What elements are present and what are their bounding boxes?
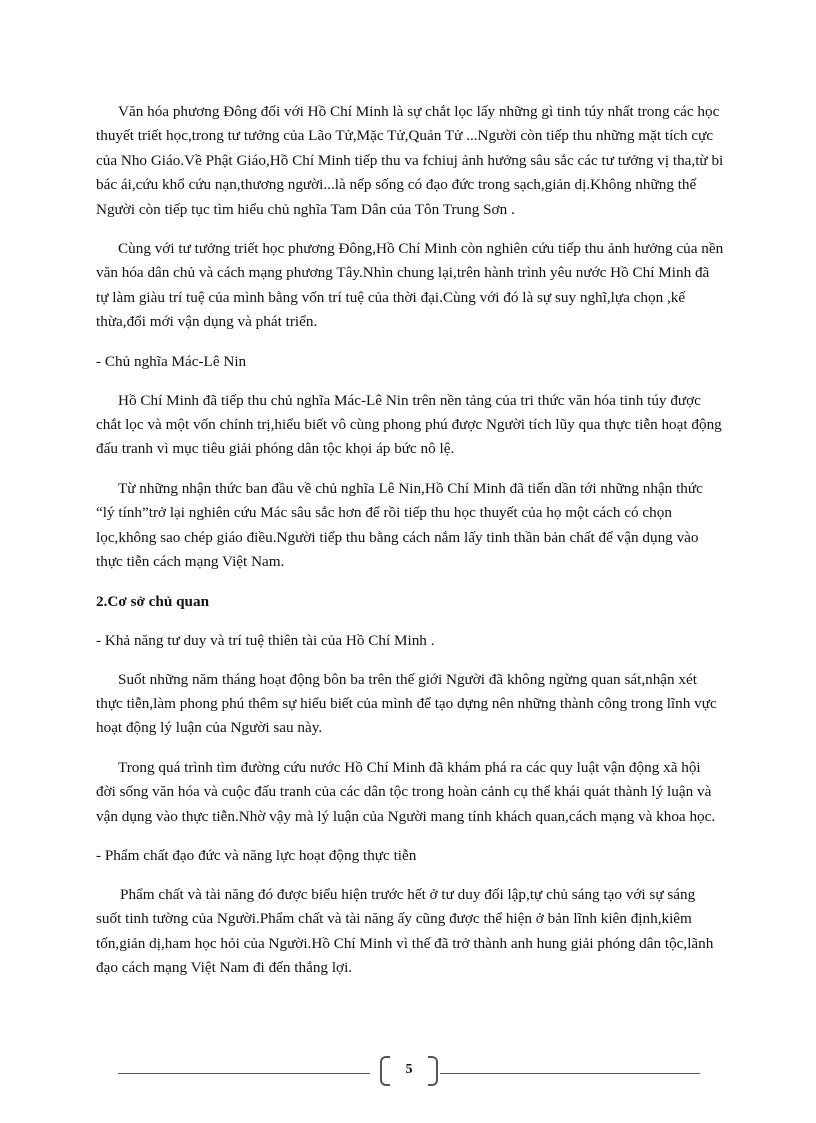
footer-bracket-right	[428, 1056, 438, 1086]
paragraph-marxism-foundation: Hồ Chí Minh đã tiếp thu chủ nghĩa Mác-Lê Nin trên nền tảng của tri thức văn hóa tinh túy được chắt lọc và một vốn chính trị,hiểu biết vô cùng phong phú được Người tích lũy qua thực tiễn hoạt động đấu tranh vì mục tiêu giải phóng dân tộc khọi áp bức nô lệ.	[96, 391, 722, 458]
footer-bracket-left	[380, 1056, 390, 1086]
footer-rule-left	[118, 1073, 370, 1074]
paragraph-social-laws: Trong quá trình tìm đường cứu nước Hồ Chí Minh đã khám phá ra các quy luật vận động xã hội đời sống văn hóa và cuộc đấu tranh của các dân tộc trong hoàn cảnh cụ thể khái quát thành lý luận và vận dụng vào thực tiễn.Nhờ vậy mà lý luận của Người mang tính khách quan,cách mạng và khoa học.	[96, 758, 716, 825]
footer-rule-right	[440, 1073, 700, 1074]
bullet-thinking-ability: - Khả năng tư duy và trí tuệ thiên tài của Hồ Chí Minh .	[96, 631, 435, 649]
section-heading-subjective-basis: 2.Cơ sở chủ quan	[96, 592, 210, 610]
page-number: 5	[405, 1062, 413, 1077]
paragraph-marxism-study: Từ những nhận thức ban đầu về chủ nghĩa Lê Nin,Hồ Chí Minh đã tiến dần tới những nhận thức “lý tính”trở lại nghiên cứu Mác sâu sắc hơn để rồi tiếp thu học thuyết của họ một cách có chọn lọc,không sao chép giáo điều.Người tiếp thu bằng cách nắm lấy tinh thần bản chất để vận dụng vào thực tiễn cách mạng Việt Nam.	[96, 479, 703, 571]
bullet-marxism-leninism: - Chủ nghĩa Mác-Lê Nin	[96, 352, 247, 370]
paragraph-western-culture: Cùng với tư tưởng triết học phương Đông,Hồ Chí Minh còn nghiên cứu tiếp thu ảnh hưởng của nền văn hóa dân chủ và cách mạng phương Tây.Nhìn chung lại,trên hành trình yêu nước Hồ Chí Minh đã tự làm giàu trí tuệ của mình bằng vốn trí tuệ của thời đại.Cùng với đó là sự suy nghĩ,lựa chọn ,kế thừa,đổi mới vận dụng và phát triển.	[96, 240, 724, 331]
document-body	[96, 100, 724, 996]
page-footer	[118, 1056, 700, 1090]
paragraph-observation: Suốt những năm tháng hoạt động bôn ba trên thế giới Người đã không ngừng quan sát,nhận xét thực tiễn,làm phong phú thêm sự hiểu biết của mình để tạo dựng nên những thành công trong lĩnh vực hoạt động lý luận của Người sau này.	[96, 670, 717, 737]
bullet-moral-qualities: - Phẩm chất đạo đức và năng lực hoạt động thực tiễn	[96, 846, 417, 864]
paragraph-talent: Phẩm chất và tài năng đó được biểu hiện trước hết ở tư duy đối lập,tự chủ sáng tạo với sự sáng suốt tinh tường của Người.Phẩm chất và tài năng ấy cũng được thể hiện ở bản lĩnh kiên định,kiêm tốn,giản dị,ham học hỏi của Người.Hồ Chí Minh vì thế đã trở thành anh hung giải phóng dân tộc,lãnh đạo cách mạng Việt Nam đi đến thắng lợi.	[96, 885, 714, 977]
paragraph-eastern-culture: Văn hóa phương Đông đối với Hồ Chí Minh là sự chắt lọc lấy những gì tinh túy nhất trong các học thuyết triết học,trong tư tưởng của Lão Tử,Mặc Tử,Quản Tử ...Người còn tiếp thu những mặt tích cực của Nho Giáo.Về Phật Giáo,Hồ Chí Minh tiếp thu va fchiuj ảnh hưởng sâu sắc các tư tưởng vị tha,từ bi bác ái,cứu khổ cứu nạn,thương người...là nếp sống có đạo đức trong sạch,giản dị.Không những thế Người còn tiếp tục tìm hiểu chủ nghĩa Tam Dân của Tôn Trung Sơn .	[96, 103, 724, 218]
